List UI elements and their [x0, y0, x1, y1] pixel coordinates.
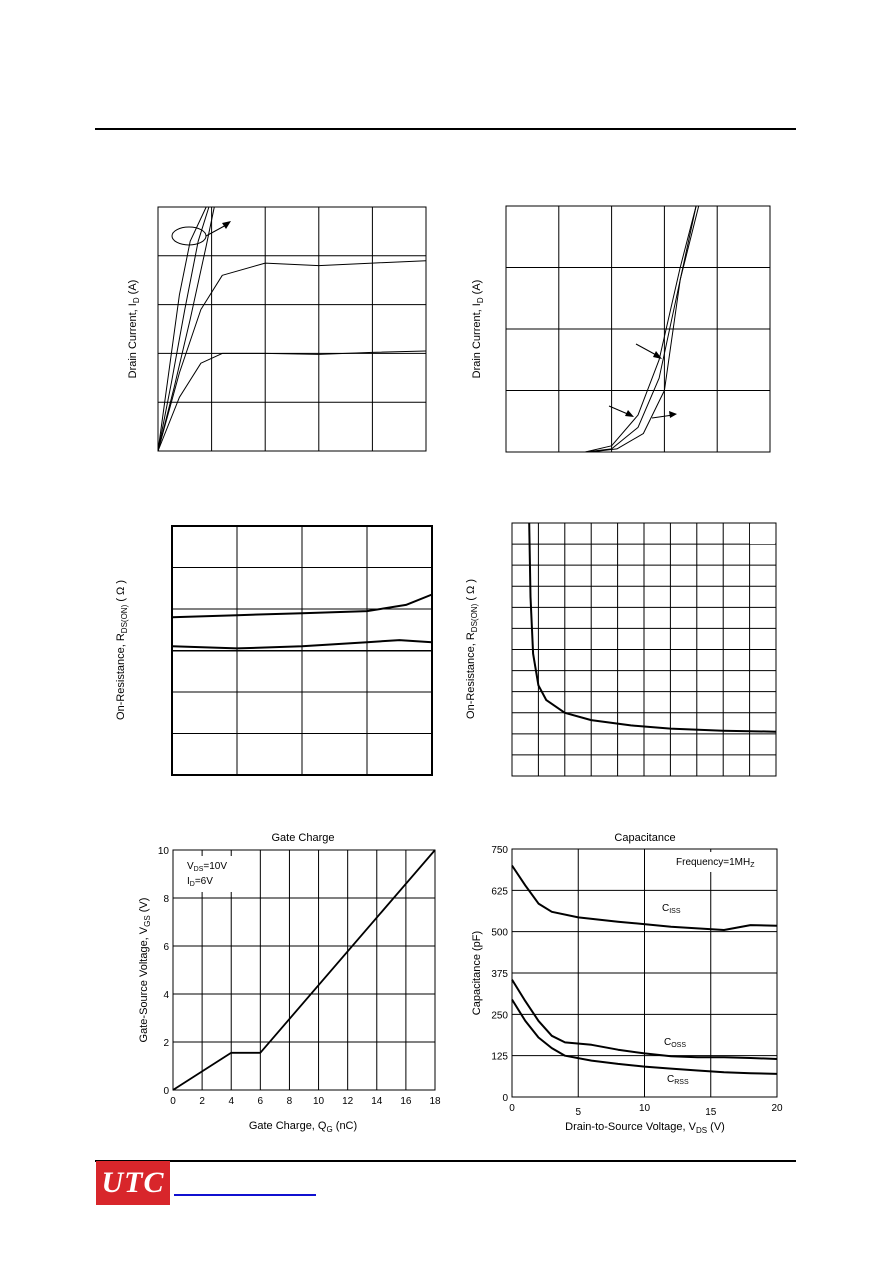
y-tick-label: 10	[157, 846, 169, 857]
curve-group-ellipse	[172, 227, 206, 245]
x-tick-labels	[509, 1103, 783, 1118]
y-tick-labels	[158, 846, 170, 1097]
legend-blank	[750, 524, 775, 544]
series-label-crss: $C_{RSS}$	[667, 1074, 689, 1086]
x-axis-label: Gate Charge, $Q_G$ (nC)	[248, 1120, 358, 1134]
chart-transfer-characteristics	[471, 206, 770, 452]
arrow-head	[222, 221, 231, 229]
series-line-3	[158, 207, 214, 451]
grid-lines	[512, 523, 776, 776]
y-tick-label: 625	[491, 886, 508, 898]
y-tick-label: 0	[502, 1093, 508, 1104]
chart-on-resistance-vs-current	[115, 526, 432, 775]
y-tick-labels	[491, 845, 508, 1104]
y-tick-label: 2	[163, 1038, 169, 1049]
test-condition-vds: $V_{DS}=10V$	[187, 861, 228, 873]
y-tick-label: 6	[163, 942, 169, 953]
y-tick-label: 750	[491, 845, 508, 856]
series-line-4	[158, 261, 426, 451]
y-axis-label: On-Resistance, $R_{DS(ON)}$ ( Ω )	[465, 579, 479, 719]
y-tick-label: 8	[163, 894, 169, 905]
series-label-coss: $C_{OSS}$	[664, 1037, 687, 1049]
x-tick-label: 16	[400, 1096, 412, 1107]
arrow-head	[669, 411, 677, 418]
chart-output-characteristics	[127, 207, 426, 451]
y-tick-label: 250	[491, 1010, 508, 1022]
grid-lines	[512, 849, 777, 1097]
chart-gate-charge	[138, 832, 441, 1134]
x-tick-labels	[170, 1096, 441, 1107]
x-tick-label: 6	[257, 1096, 264, 1107]
x-tick-label: 12	[342, 1096, 354, 1107]
y-axis-label: Capacitance (pF)	[471, 930, 483, 1016]
x-axis-label: Drain-to-Source Voltage, $V_{DS}$ (V)	[565, 1121, 725, 1135]
arrow-head	[625, 410, 634, 417]
x-tick-label: 0	[509, 1103, 515, 1114]
series-line-5	[158, 351, 426, 451]
y-axis-label: Drain Current, $I_D$ (A)	[127, 279, 141, 379]
series-line-2	[158, 207, 209, 451]
chart-title: Gate Charge	[271, 832, 335, 844]
x-tick-label: 20	[771, 1103, 783, 1114]
x-tick-label: 15	[705, 1107, 717, 1118]
y-tick-label: 4	[163, 990, 169, 1001]
x-tick-label: 4	[228, 1096, 235, 1107]
y-tick-label: 125	[491, 1051, 508, 1063]
y-tick-label: 375	[491, 969, 508, 980]
frequency-annotation: $Frequency=1MH_Z$	[676, 857, 755, 869]
y-axis-label: Drain Current, $I_D$ (A)	[471, 279, 485, 379]
y-tick-label: 0	[163, 1086, 169, 1097]
x-tick-label: 0	[170, 1096, 176, 1107]
y-axis-label: On-Resistance, $R_{DS(ON)}$ ( Ω )	[115, 580, 129, 720]
x-tick-label: 5	[575, 1107, 582, 1118]
y-tick-label: 500	[491, 927, 508, 939]
logo-text: UTC	[101, 1166, 165, 1199]
x-tick-label: 18	[429, 1096, 441, 1107]
x-tick-label: 2	[199, 1096, 205, 1107]
x-tick-label: 8	[286, 1096, 293, 1107]
x-tick-label: 14	[371, 1096, 383, 1107]
x-tick-label: 10	[638, 1103, 651, 1114]
chart-capacitance	[471, 832, 783, 1135]
series-group	[529, 523, 776, 732]
y-axis-label: Gate-Source Voltage, $V_{GS}$ (V)	[138, 897, 152, 1043]
chart-on-resistance-vs-voltage	[465, 523, 776, 776]
series-label-ciss: $C_{ISS}$	[662, 903, 681, 915]
series-line-1	[529, 523, 776, 732]
chart-title: Capacitance	[614, 832, 676, 844]
x-tick-label: 10	[312, 1096, 325, 1107]
test-condition-id: $I_D=6V$	[187, 876, 213, 888]
